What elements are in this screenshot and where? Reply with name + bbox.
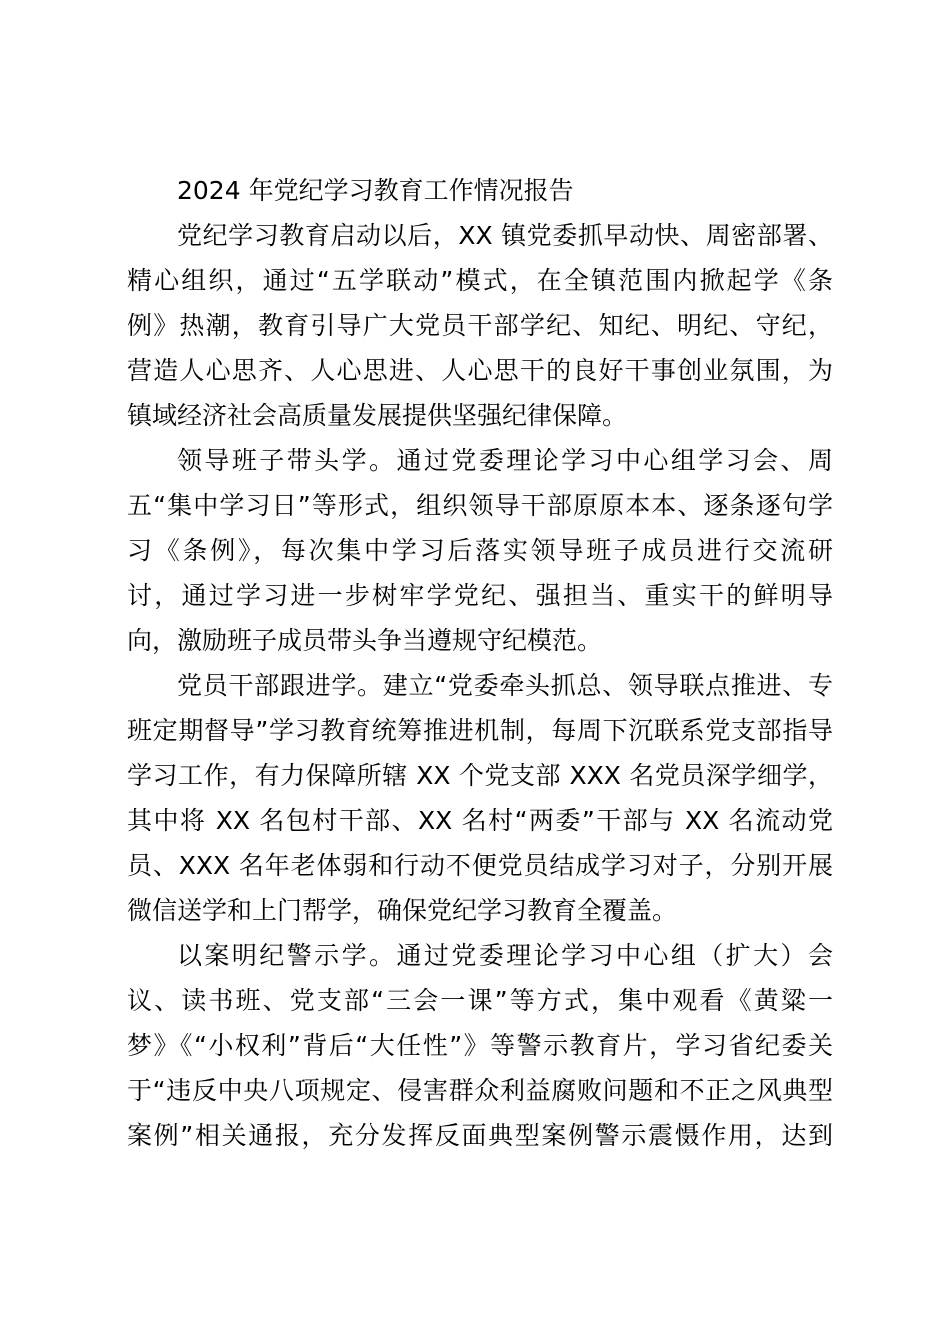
paragraph-line: 其中将 XX 名包村干部、XX 名村“两委”干部与 XX 名流动党 bbox=[127, 806, 833, 835]
paragraph-line: 习《条例》，每次集中学习后落实领导班子成员进行交流研 bbox=[127, 536, 833, 565]
paragraph-line: 镇域经济社会高质量发展提供坚强纪律保障。 bbox=[127, 401, 628, 430]
document-body bbox=[127, 168, 833, 1158]
paragraph-line: 五“集中学习日”等形式，组织领导干部原原本本、逐条逐句学 bbox=[127, 491, 833, 520]
paragraph-line: 以案明纪警示学。通过党委理论学习中心组（扩大）会 bbox=[177, 941, 833, 970]
paragraph-line: 班定期督导”学习教育统筹推进机制，每周下沉联系党支部指导 bbox=[127, 716, 833, 745]
paragraph-line: 党员干部跟进学。建立“党委牵头抓总、领导联点推进、专 bbox=[177, 671, 833, 700]
paragraph-warning-study bbox=[127, 933, 833, 1158]
paragraph-line: 精心组织，通过“五学联动”模式，在全镇范围内掀起学《条 bbox=[127, 266, 833, 295]
paragraph-line: 梦》《“小权利”背后“大任性”》等警示教育片，学习省纪委关 bbox=[127, 1031, 833, 1060]
paragraph-line: 讨，通过学习进一步树牢学党纪、强担当、重实干的鲜明导 bbox=[127, 581, 833, 610]
document-title: 2024 年党纪学习教育工作情况报告 bbox=[177, 176, 574, 205]
paragraph-line: 案例”相关通报，充分发挥反面典型案例警示震慑作用，达到 bbox=[127, 1121, 833, 1150]
paragraph-line: 员、XXX 名年老体弱和行动不便党员结成学习对子，分别开展 bbox=[127, 851, 833, 880]
paragraph-line: 营造人心思齐、人心思进、人心思干的良好干事创业氛围，为 bbox=[127, 356, 833, 385]
paragraph-line: 向，激励班子成员带头争当遵规守纪模范。 bbox=[127, 626, 603, 655]
paragraph-line: 领导班子带头学。通过党委理论学习中心组学习会、周 bbox=[177, 446, 833, 475]
paragraph-intro bbox=[127, 213, 833, 438]
paragraph-leadership-study bbox=[127, 438, 833, 663]
paragraph-line: 微信送学和上门帮学，确保党纪学习教育全覆盖。 bbox=[127, 896, 678, 925]
paragraph-line: 学习工作，有力保障所辖 XX 个党支部 XXX 名党员深学细学， bbox=[127, 761, 833, 790]
paragraph-line: 党纪学习教育启动以后，XX 镇党委抓早动快、周密部署、 bbox=[177, 221, 833, 250]
paragraph-cadre-study bbox=[127, 663, 833, 933]
paragraph-line: 于“违反中央八项规定、侵害群众利益腐败问题和不正之风典型 bbox=[127, 1076, 833, 1105]
paragraph-line: 例》热潮，教育引导广大党员干部学纪、知纪、明纪、守纪， bbox=[127, 311, 833, 340]
paragraph-line: 议、读书班、党支部“三会一课”等方式，集中观看《黄粱一 bbox=[127, 986, 833, 1015]
